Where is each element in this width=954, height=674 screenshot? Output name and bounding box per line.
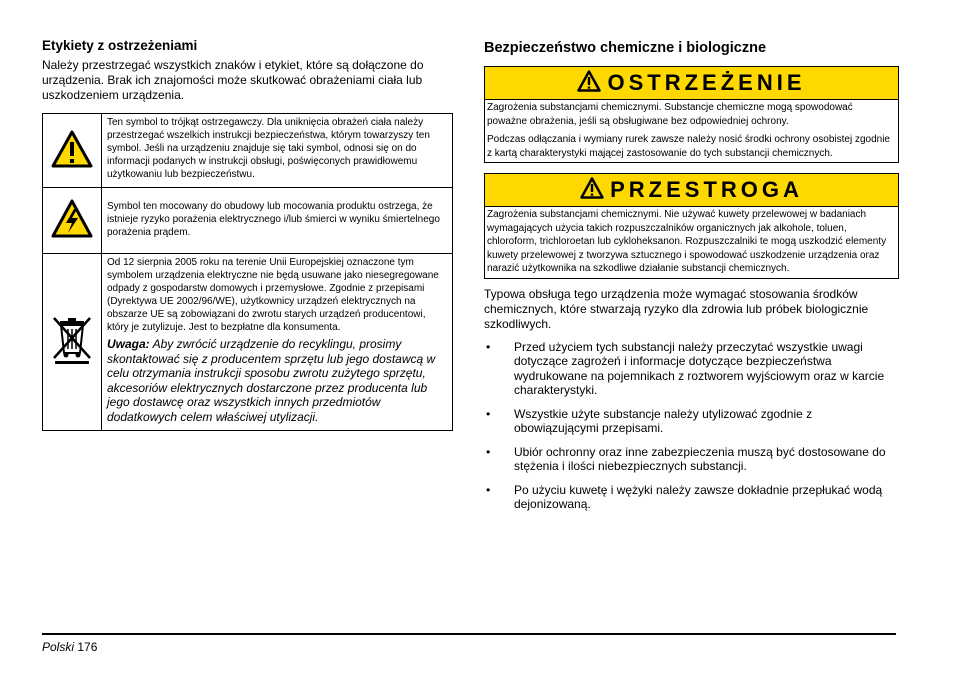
list-item [484,407,899,436]
electrical-hazard-icon [51,231,93,242]
list-item-text: Ubiór ochronny oraz inne zabezpieczenia muszą być dostosowane do stężenia i ilości niebezpiecznych substancji. [514,444,886,473]
weee-crossed-bin-icon [49,357,95,368]
list-item-text: Po użyciu kuwetę i wężyki należy zawsze dokładnie przepłukać wodą dejonizowaną. [514,482,883,511]
warning-body [485,100,898,162]
list-item [484,483,899,512]
warning-triangle-icon [51,160,93,171]
symbol-table [42,113,453,431]
list-item-text: Wszystkie użyte substancje należy utylizować zgodnie z obowiązującymi przepisami. [514,406,813,435]
bullet-icon: • [486,339,491,354]
list-item-text: Przed użyciem tych substancji należy przeczytać wszystkie uwagi dotyczące zagrożeń i informacje dotyczące bezpieczeństwa wydrukowane na pojemnikach z roztworem wyjściowym oraz w karcie charakterystyki. [514,339,885,397]
warning-header [485,67,898,100]
symbol-cell [43,114,102,188]
symbol-description: Symbol ten mocowany do obudowy lub mocowania produktu ostrzega, że istnieje ryzyko porażenia elektrycznego i/lub śmierci w wyniku śmiertelnego porażenia prądem. [102,188,453,254]
caution-body [485,207,898,278]
warning-box [484,66,899,163]
footer-language: Polski [42,640,75,654]
caution-box [484,173,899,279]
note-label: Uwaga: [107,337,150,351]
right-column [484,38,899,521]
bullet-icon: • [486,406,491,421]
list-item [484,340,899,398]
weee-text: Od 12 sierpnia 2005 roku na terenie Unii Europejskiej oznaczone tym symbolem urządzenia elektryczne nie będą usuwane jako niesegregowane odpady z gospodarstw domowych i przemysłowe. Zgodnie z przepisami (Dyrektywa UE 2002/96/WE), użytkownicy urządzeń elektrycznych na obszarze UE są zobowiązani do zwrotu starych urządzeń producentowi, który je zutylizuje. Jest to bezpłatne dla konsumenta. [107,257,439,333]
bullet-icon: • [486,482,491,497]
chemical-intro: Typowa obsługa tego urządzenia może wymagać stosowania środków chemicznych, które stwarzają ryzyko dla zdrowia lub próbek biologicznie szkodliwych. [484,286,869,331]
safety-bullet-list [484,340,899,512]
symbol-description-weee [102,254,453,431]
table-row [43,114,453,188]
section-heading-warning-labels: Etykiety z ostrzeżeniami [42,38,198,53]
note-text: Aby zwrócić urządzenie do recyklingu, prosimy skontaktować się z producentem sprzętu lub jego dostawcą w celu otrzymania instrukcji sposobu zwrotu zużytego sprzętu, akcesoriów elektrycznych dostarczone przez producenta lub jego dostawcę oraz wszystkich innych przedmiotów dodatkowych celem właściwej utylizacji. [107,337,436,424]
bullet-icon: • [486,444,491,459]
caution-paragraph: Zagrożenia substancjami chemicznymi. Nie używać kuwety przelewowej w badaniach wymagających użycia takich rozpuszczalników organicznych jak alkohole, toluen, chloroform, trichloroetan lub cykloheksanon. Rozpuszczalniki te mogą uszkodzić elementy kuwety przelewowej z tworzywa sztucznego i spowodować uszkodzenie urządzenia oraz narazić użytkownika na szkodliwe działanie substancji chemicznych. [487,209,887,274]
symbol-cell [43,188,102,254]
page-footer [42,640,97,654]
caution-header [485,174,898,207]
table-row [43,188,453,254]
warning-triangle-icon [580,177,604,204]
footer-divider [42,633,896,635]
left-column [42,38,453,431]
symbol-cell [43,254,102,431]
warning-paragraph: Zagrożenia substancjami chemicznymi. Substancje chemiczne mogą spowodować poważne obrażenia, jeśli są obsługiwane bez odpowiedniej ochrony. [487,102,853,127]
page-number: 176 [77,640,98,654]
caution-title: PRZESTROGA [610,177,803,202]
warning-paragraph: Podczas odłączania i wymiany rurek zawsze należy nosić środki ochrony osobistej zgodnie z kartą charakterystyki mającej zastosowanie do tych substancji chemicznych. [487,134,890,159]
section-heading-chemical-safety: Bezpieczeństwo chemiczne i biologiczne [484,40,767,56]
weee-note [107,337,448,424]
list-item [484,445,899,474]
warning-triangle-icon [577,70,601,97]
warning-title: OSTRZEŻENIE [607,70,806,95]
symbol-description: Ten symbol to trójkąt ostrzegawczy. Dla uniknięcia obrażeń ciała należy przestrzegać wszelkich instrukcji bezpieczeństwa, którym towarzyszy ten symbol. Jeśli na urządzeniu znajduje się taki symbol, odnosi się on do informacji podanych w instrukcji obsługi, poświęconych prawidłowemu użytkowaniu lub bezpieczeństwu. [102,114,453,188]
warning-labels-intro: Należy przestrzegać wszystkich znaków i etykiet, które są dołączone do urządzenia. Brak ich znajomości może skutkować obrażeniami ciała lub uszkodzeniem urządzenia. [42,58,424,102]
table-row [43,254,453,431]
